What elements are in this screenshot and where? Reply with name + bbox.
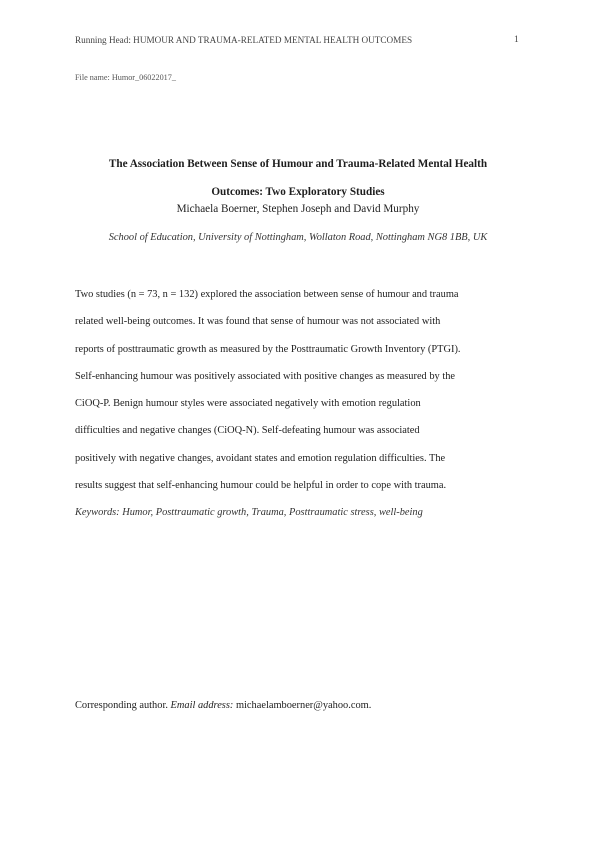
abstract-line: reports of posttraumatic growth as measured by the Posttraumatic Growth Inventory (PTGI). [75,343,461,355]
file-name: File name: Humor_06022017_ [75,73,176,82]
corresponding-author [75,700,371,711]
corresponding-author-label: Corresponding author. [75,700,171,711]
abstract-line: related well-being outcomes. It was found that sense of humour was not associated with [75,316,441,328]
abstract-line: positively with negative changes, avoidant states and emotion regulation difficulties. The [75,452,446,464]
paper-title-line-2: Outcomes: Two Exploratory Studies [211,186,385,198]
email-label: Email address: [170,700,234,711]
author-affiliation: School of Education, University of Nottingham, Wollaton Road, Nottingham NG8 1BB, UK [108,232,488,243]
email-address-link[interactable]: michaelamboerner@yahoo.com. [233,700,372,711]
abstract-line: difficulties and negative changes (CiOQ-N). Self-defeating humour was associated [75,425,420,437]
running-head: Running Head: HUMOUR AND TRAUMA-RELATED MENTAL HEALTH OUTCOMES [75,35,413,45]
paper-title [60,150,536,206]
abstract-line: Self-enhancing humour was positively associated with positive changes as measured by the [75,370,456,382]
author-list: Michaela Boerner, Stephen Joseph and David Murphy [176,203,420,215]
abstract-line: Two studies (n = 73, n = 132) explored the association between sense of humour and trauma [75,289,459,300]
paper-title-line-1: The Association Between Sense of Humour and Trauma-Related Mental Health [108,158,488,170]
keywords: Keywords: Humor, Posttraumatic growth, Trauma, Posttraumatic stress, well-being [75,507,423,519]
abstract [75,284,525,524]
abstract-line: CiOQ-P. Benign humour styles were associated negatively with emotion regulation [75,398,421,410]
page-number: 1 [514,35,519,45]
abstract-line: results suggest that self-enhancing humour could be helpful in order to cope with trauma. [75,480,447,492]
